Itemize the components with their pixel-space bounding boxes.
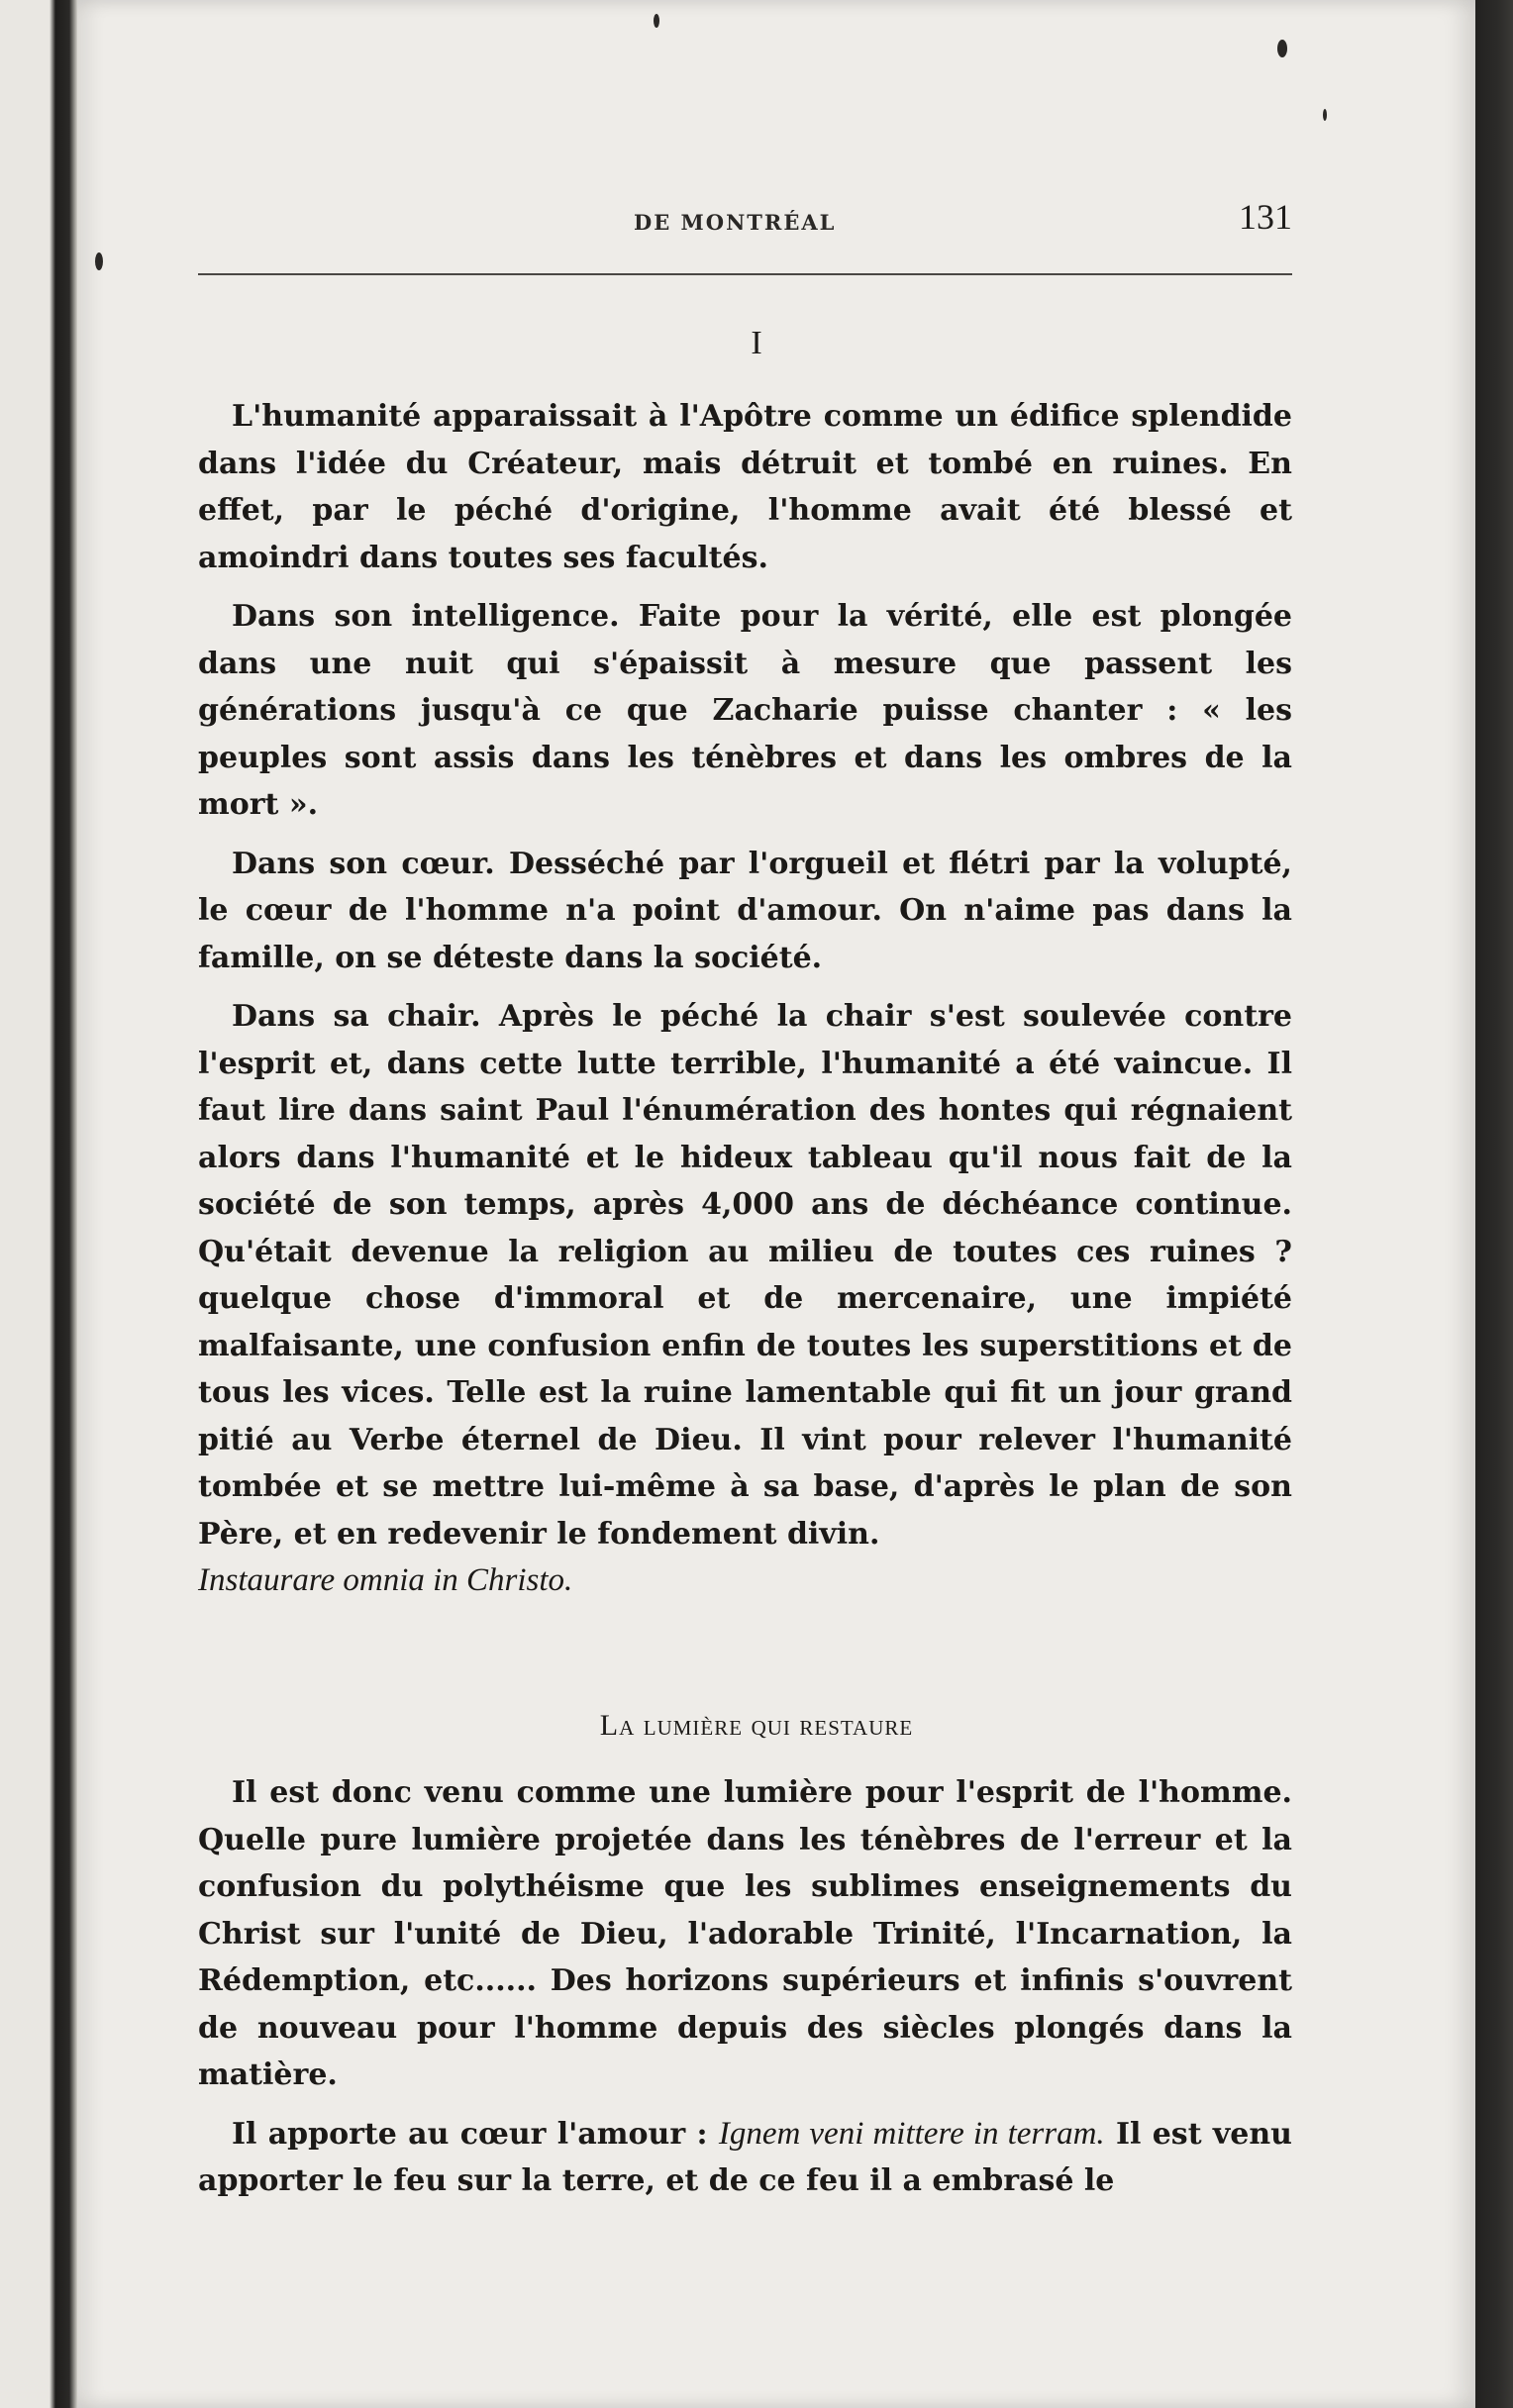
paragraph: Dans son intelligence. Faite pour la vérité, elle est plongée dans une nuit qui s'épaissit à mesure que passent les générations jusqu'à ce que Zacharie puisse chanter : « les peuples sont assis dans les ténèbres et dans les ombres de la mort ». [198, 599, 1292, 822]
paragraph: L'humanité apparaissait à l'Apôtre comme un édifice splendide dans l'idée du Créateur, mais détruit et tombé en ruines. En effet, par le péché d'origine, l'homme avait été blessé et amoindri dans toutes ses facultés. [198, 399, 1292, 575]
page-header [198, 196, 1292, 255]
paragraph-love-start: Il apporte au cœur l'amour : [232, 2116, 719, 2152]
section-subheading: La lumière qui restaure [599, 1709, 914, 1742]
body-text-part1 [198, 393, 1292, 1617]
paragraph-love [198, 2111, 1292, 2205]
paragraph: Il est donc venu comme une lumière pour l'esprit de l'homme. Quelle pure lumière projetée dans les ténèbres de l'erreur et la confusion du polythéisme que les sublimes enseignements du Christ sur l'unité de Dieu, l'adorable Trinité, l'Incarnation, la Rédemption, etc...... Des horizons supérieurs et infinis s'ouvrent de nouveau pour l'homme depuis des siècles plongés dans la matière. [198, 1775, 1292, 2092]
latin-quote: Instaurare omnia in Christo. [198, 1562, 573, 1598]
scan-speck [95, 252, 103, 270]
scan-speck [1323, 109, 1327, 121]
section-number: I [751, 325, 762, 361]
paragraph: Dans son cœur. Desséché par l'orgueil et flétri par la volupté, le cœur de l'homme n'a point d'amour. On n'aime pas dans la famille, on se déteste dans la société. [198, 846, 1292, 975]
page-number: 131 [1239, 197, 1292, 237]
running-head: DE MONTRÉAL [634, 210, 837, 235]
latin-quote-line [198, 1557, 1292, 1605]
scan-speck [1277, 40, 1287, 57]
paragraph: Dans sa chair. Après le péché la chair s'est soulevée contre l'esprit et, dans cette lutte terrible, l'humanité a été vaincue. Il faut lire dans saint Paul l'énumération des hontes qui régnaient alors dans l'humanité et le hideux tableau qu'il nous fait de la société de son temps, après 4,000 ans de déchéance continue. Qu'était devenue la religion au milieu de toutes ces ruines ? quelque chose d'immoral et de mercenaire, une impiété malfaisante, une confusion enfin de toutes les superstitions et de tous les vices. Telle est la ruine lamentable qui fit un jour grand pitié au Verbe éternel de Dieu. Il vint pour relever l'humanité tombée et se mettre lui-même à sa base, d'après le plan de son Père, et en redevenir le fondement divin. [198, 999, 1292, 1552]
scan-speck [654, 14, 659, 28]
paragraph-love-rest: Il est venu apporter le feu sur la terre, et de ce feu il a embrasé le [198, 2116, 1292, 2198]
header-rule [198, 273, 1292, 275]
latin-phrase: Ignem veni mittere in terram. [718, 2115, 1105, 2152]
body-text-part2 [198, 1769, 1292, 2217]
